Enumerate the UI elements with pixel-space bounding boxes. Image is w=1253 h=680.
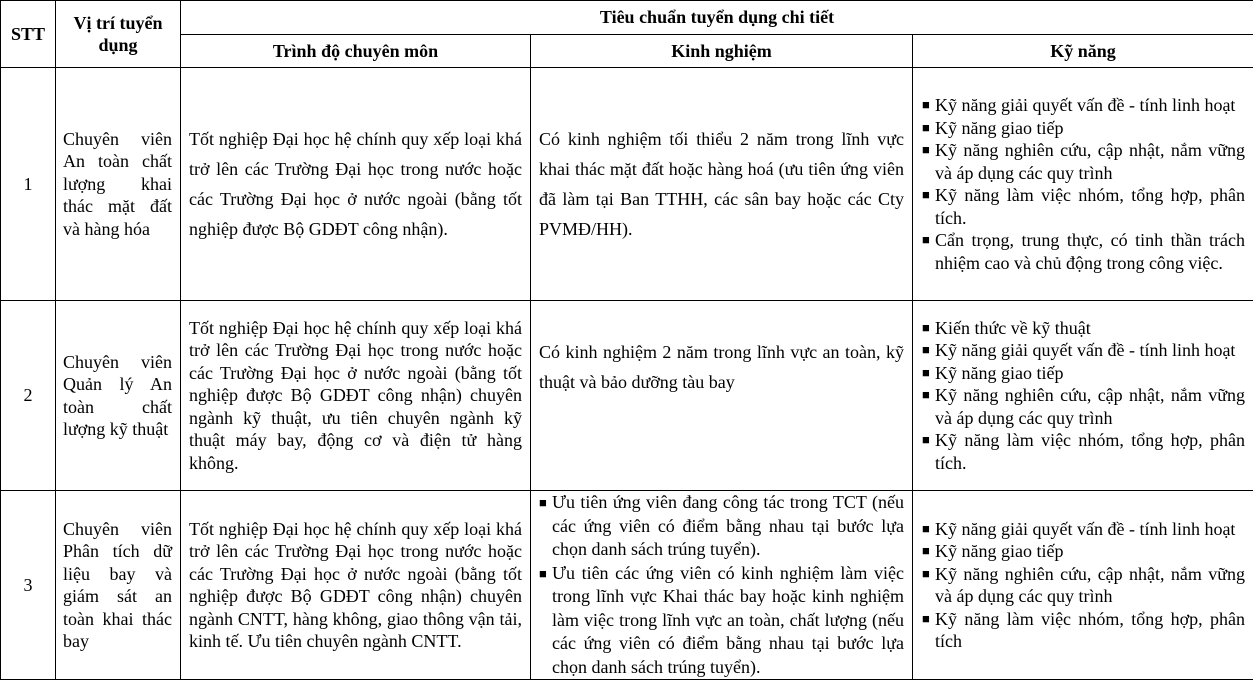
bullet-square-icon: ■ xyxy=(922,94,930,117)
position-header xyxy=(56,1,181,68)
bullet-square-icon: ■ xyxy=(922,429,930,452)
list-item: ■ Cẩn trọng, trung thực, có tinh thần trách nhiệm cao và chủ động trong công việc. xyxy=(922,229,1245,274)
skills-cell xyxy=(913,68,1253,301)
list-item: ■ Kỹ năng làm việc nhóm, tổng hợp, phân tích. xyxy=(922,184,1245,229)
table-row xyxy=(1,491,1253,680)
experience-cell xyxy=(531,68,913,301)
education-cell: Tốt nghiệp Đại học hệ chính quy xếp loại khá trở lên các Trường Đại học trong nước hoặc các Trường Đại học ở nước ngoài (bằng tốt nghiệp được Bộ GDĐT công nhận) chuyên ngành kỹ thuật, ưu tiên chuyên ngành kỹ thuật máy bay, động cơ và điện tử hàng không. xyxy=(181,301,531,491)
bullet-square-icon: ■ xyxy=(922,317,930,340)
skills-list xyxy=(922,518,1245,653)
position-cell: Chuyên viên An toàn chất lượng khai thác mặt đất và hàng hóa xyxy=(56,68,181,301)
list-item: ■ Kỹ năng nghiên cứu, cập nhật, nắm vững và áp dụng các quy trình xyxy=(922,139,1245,184)
stt-cell: 3 xyxy=(1,491,56,680)
bullet-square-icon: ■ xyxy=(539,491,547,515)
experience-list xyxy=(539,491,904,679)
education-cell: Tốt nghiệp Đại học hệ chính quy xếp loại khá trở lên các Trường Đại học trong nước hoặc các Trường Đại học ở nước ngoài (bằng tốt nghiệp được Bộ GDĐT công nhận) chuyên ngành CNTT, hàng không, giao thông vận tải, kinh tế. Ưu tiên chuyên ngành CNTT. xyxy=(181,491,531,680)
list-item: ■ Kỹ năng giải quyết vấn đề - tính linh hoạt xyxy=(922,339,1245,362)
bullet-square-icon: ■ xyxy=(922,540,930,563)
bullet-square-icon: ■ xyxy=(922,339,930,362)
list-item: ■ Kỹ năng giao tiếp xyxy=(922,117,1245,140)
list-item: ■ Ưu tiên ứng viên đang công tác trong TCT (nếu các ứng viên có điểm bằng nhau tại bước lựa chọn danh sách trúng tuyển). xyxy=(539,491,904,562)
header-row-2 xyxy=(1,35,1253,68)
skills-cell xyxy=(913,491,1253,680)
bullet-square-icon: ■ xyxy=(922,184,930,207)
stt-cell: 2 xyxy=(1,301,56,491)
list-item: ■ Kỹ năng giao tiếp xyxy=(922,362,1245,385)
list-item: ■ Kỹ năng giải quyết vấn đề - tính linh hoạt xyxy=(922,518,1245,541)
bullet-square-icon: ■ xyxy=(922,518,930,541)
position-header-text: Vị trí tuyển dụng xyxy=(68,12,168,56)
list-item: ■ Kỹ năng làm việc nhóm, tổng hợp, phân tích xyxy=(922,608,1245,653)
list-item: ■ Kỹ năng nghiên cứu, cập nhật, nắm vững và áp dụng các quy trình xyxy=(922,384,1245,429)
bullet-square-icon: ■ xyxy=(922,362,930,385)
bullet-square-icon: ■ xyxy=(922,608,930,631)
stt-cell: 1 xyxy=(1,68,56,301)
list-item: ■ Kỹ năng giải quyết vấn đề - tính linh hoạt xyxy=(922,94,1245,117)
experience-cell xyxy=(531,491,913,680)
skills-list xyxy=(922,94,1245,274)
experience-header: Kinh nghiệm xyxy=(531,35,913,68)
table-row xyxy=(1,301,1253,491)
bullet-square-icon: ■ xyxy=(539,562,547,586)
list-item: ■ Kiến thức về kỹ thuật xyxy=(922,317,1245,340)
bullet-square-icon: ■ xyxy=(922,384,930,407)
list-item: ■ Ưu tiên các ứng viên có kinh nghiệm làm việc trong lĩnh vực Khai thác bay hoặc kinh nghiệm làm việc trong lĩnh vực an toàn, chất lượng (nếu các ứng viên có điểm bằng nhau tại bước lựa chọn danh sách trúng tuyển). xyxy=(539,562,904,680)
education-cell: Tốt nghiệp Đại học hệ chính quy xếp loại khá trở lên các Trường Đại học trong nước hoặc các Trường Đại học ở nước ngoài (bằng tốt nghiệp được Bộ GDĐT công nhận). xyxy=(181,68,531,301)
bullet-square-icon: ■ xyxy=(922,139,930,162)
bullet-square-icon: ■ xyxy=(922,117,930,140)
skills-cell xyxy=(913,301,1253,491)
position-cell: Chuyên viên Phân tích dữ liệu bay và giám sát an toàn khai thác bay xyxy=(56,491,181,680)
criteria-header: Tiêu chuẩn tuyển dụng chi tiết xyxy=(181,1,1253,35)
list-item: ■ Kỹ năng giao tiếp xyxy=(922,540,1245,563)
bullet-square-icon: ■ xyxy=(922,563,930,586)
bullet-square-icon: ■ xyxy=(922,229,930,252)
experience-text: Có kinh nghiệm tối thiểu 2 năm trong lĩnh vực khai thác mặt đất hoặc hàng hoá (ưu tiên ứng viên đã làm tại Ban TTHH, các sân bay hoặc các Cty PVMĐ/HH). xyxy=(539,124,904,244)
stt-header: STT xyxy=(1,1,56,68)
table-row xyxy=(1,68,1253,301)
header-row-1 xyxy=(1,1,1253,35)
skills-header: Kỹ năng xyxy=(913,35,1253,68)
experience-cell xyxy=(531,301,913,491)
experience-text: Có kinh nghiệm 2 năm trong lĩnh vực an toàn, kỹ thuật và bảo dưỡng tàu bay xyxy=(539,337,904,397)
education-header: Trình độ chuyên môn xyxy=(181,35,531,68)
list-item: ■ Kỹ năng nghiên cứu, cập nhật, nắm vững và áp dụng các quy trình xyxy=(922,563,1245,608)
position-cell: Chuyên viên Quản lý An toàn chất lượng kỹ thuật xyxy=(56,301,181,491)
skills-list xyxy=(922,317,1245,475)
list-item: ■ Kỹ năng làm việc nhóm, tổng hợp, phân tích. xyxy=(922,429,1245,474)
